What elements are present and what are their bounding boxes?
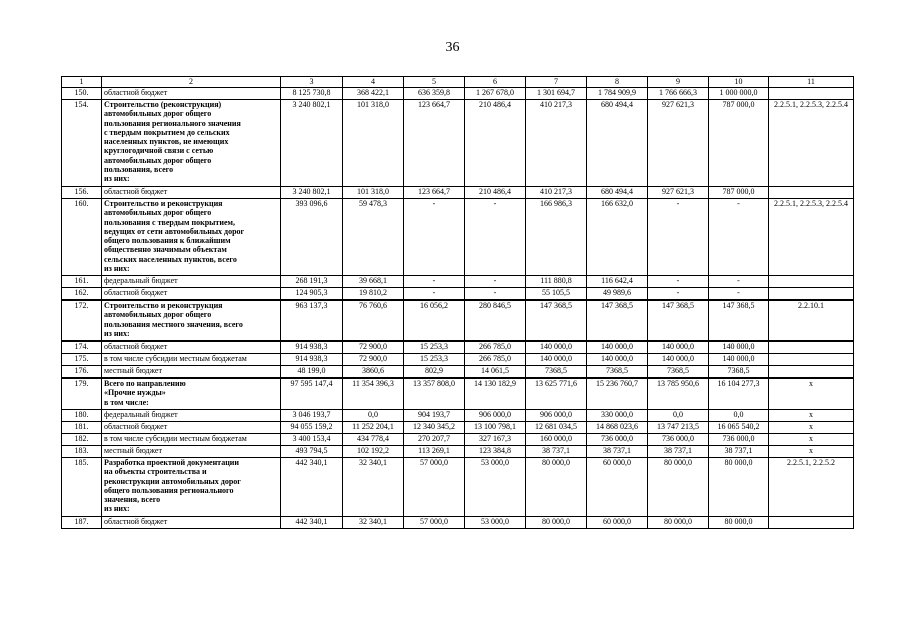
row-name — [102, 88, 281, 100]
value-cell: - — [709, 199, 769, 276]
value-cell: 802,9 — [404, 366, 465, 379]
value-cell: 60 000,0 — [587, 458, 648, 517]
value-cell: 3 240 802,1 — [281, 187, 343, 199]
row-name-line: пользования, всего — [104, 165, 174, 175]
row-number: 187. — [62, 517, 102, 529]
header-cell: 11 — [769, 77, 854, 88]
value-cell: 410 217,3 — [526, 187, 587, 199]
value-cell: 147 368,5 — [709, 300, 769, 341]
value-cell: 19 810,2 — [343, 288, 404, 301]
row-number: 185. — [62, 458, 102, 517]
value-cell: 147 368,5 — [648, 300, 709, 341]
value-cell: 1 267 678,0 — [465, 88, 526, 100]
value-cell: 12 681 034,5 — [526, 422, 587, 434]
row-name-line: областной бюджет — [104, 288, 168, 297]
value-cell: 53 000,0 — [465, 517, 526, 529]
table-row — [62, 341, 854, 354]
row-name-line: областной бюджет — [104, 342, 168, 351]
value-cell: 140 000,0 — [709, 354, 769, 366]
row-name-line: федеральный бюджет — [104, 410, 178, 419]
value-cell: 914 938,3 — [281, 341, 343, 354]
table-row — [62, 187, 854, 199]
row-number: 183. — [62, 446, 102, 458]
value-cell: 124 905,3 — [281, 288, 343, 301]
value-cell: 906 000,0 — [526, 410, 587, 422]
code-cell — [769, 88, 854, 100]
table-row — [62, 378, 854, 410]
row-name-line: с твердым покрытием до сельских — [104, 127, 230, 137]
value-cell: 80 000,0 — [709, 458, 769, 517]
row-name — [102, 517, 281, 529]
value-cell: 147 368,5 — [587, 300, 648, 341]
value-cell: 927 621,3 — [648, 100, 709, 187]
program-table — [61, 76, 854, 529]
value-cell: 94 055 159,2 — [281, 422, 343, 434]
row-name — [102, 100, 281, 187]
value-cell: - — [709, 276, 769, 288]
header-cell: 6 — [465, 77, 526, 88]
value-cell: 57 000,0 — [404, 517, 465, 529]
row-name-line: «Прочие нужды» — [104, 388, 166, 398]
row-name-line: из них: — [104, 328, 130, 338]
table-row — [62, 517, 854, 529]
header-cell: 10 — [709, 77, 769, 88]
value-cell: 15 253,3 — [404, 341, 465, 354]
value-cell: 13 785 950,6 — [648, 378, 709, 410]
value-cell: 736 000,0 — [587, 434, 648, 446]
value-cell: 101 318,0 — [343, 187, 404, 199]
value-cell: 330 000,0 — [587, 410, 648, 422]
row-name — [102, 187, 281, 199]
row-name-line: автомобильных дорог общего — [104, 155, 212, 165]
value-cell: 680 494,4 — [587, 187, 648, 199]
value-cell: 787 000,0 — [709, 100, 769, 187]
row-name-line: в том числе субсидии местным бюджетам — [104, 354, 247, 363]
value-cell: 123 664,7 — [404, 100, 465, 187]
value-cell: 11 252 204,1 — [343, 422, 404, 434]
value-cell: 140 000,0 — [648, 354, 709, 366]
row-name-line: федеральный бюджет — [104, 276, 178, 285]
code-cell — [769, 341, 854, 354]
value-cell: 38 737,1 — [526, 446, 587, 458]
row-number: 150. — [62, 88, 102, 100]
row-number: 156. — [62, 187, 102, 199]
header-cell: 5 — [404, 77, 465, 88]
value-cell: 3 240 802,1 — [281, 100, 343, 187]
value-cell: 166 986,3 — [526, 199, 587, 276]
value-cell: 102 192,2 — [343, 446, 404, 458]
row-name-line: на объекты строительства и — [104, 467, 207, 477]
header-cell: 2 — [102, 77, 281, 88]
table-row — [62, 276, 854, 288]
value-cell: 266 785,0 — [465, 354, 526, 366]
row-name — [102, 422, 281, 434]
value-cell: 736 000,0 — [648, 434, 709, 446]
value-cell: 147 368,5 — [526, 300, 587, 341]
value-cell: 32 340,1 — [343, 458, 404, 517]
value-cell: 80 000,0 — [648, 458, 709, 517]
row-name — [102, 288, 281, 301]
row-name-line: Строительство (реконструкция) — [104, 100, 222, 109]
row-name-line: в том числе субсидии местным бюджетам — [104, 434, 247, 443]
table-row — [62, 458, 854, 517]
row-name-line: пользования с твердым покрытием, — [104, 217, 235, 227]
row-number: 176. — [62, 366, 102, 379]
code-cell — [769, 366, 854, 379]
table-row — [62, 88, 854, 100]
value-cell: 15 236 760,7 — [587, 378, 648, 410]
row-name — [102, 366, 281, 379]
table-body — [62, 88, 854, 529]
row-number: 154. — [62, 100, 102, 187]
row-name-line: Строительство и реконструкция — [104, 301, 223, 310]
value-cell: 140 000,0 — [709, 341, 769, 354]
row-name-line: местный бюджет — [104, 446, 162, 455]
value-cell: 113 269,1 — [404, 446, 465, 458]
value-cell: 38 737,1 — [648, 446, 709, 458]
value-cell: 636 359,8 — [404, 88, 465, 100]
row-name-line: населенных пунктов, не имеющих — [104, 137, 229, 147]
row-name-line: из них: — [104, 174, 130, 184]
value-cell: 14 868 023,6 — [587, 422, 648, 434]
table-row — [62, 354, 854, 366]
value-cell: 160 000,0 — [526, 434, 587, 446]
value-cell: 327 167,3 — [465, 434, 526, 446]
value-cell: 0,0 — [709, 410, 769, 422]
row-name — [102, 199, 281, 276]
code-cell: x — [769, 434, 854, 446]
value-cell: 57 000,0 — [404, 458, 465, 517]
row-name — [102, 354, 281, 366]
row-number: 182. — [62, 434, 102, 446]
table-row — [62, 300, 854, 341]
value-cell: - — [465, 288, 526, 301]
value-cell: 280 846,5 — [465, 300, 526, 341]
value-cell: 39 668,1 — [343, 276, 404, 288]
value-cell: 140 000,0 — [526, 341, 587, 354]
row-name-line: пользования регионального значения — [104, 118, 241, 128]
value-cell: 7368,5 — [587, 366, 648, 379]
row-name-line: автомобильных дорог общего — [104, 109, 212, 119]
code-cell — [769, 517, 854, 529]
row-name — [102, 458, 281, 517]
row-name-line: ведущих от сети автомобильных дорог — [104, 226, 245, 236]
row-number: 174. — [62, 341, 102, 354]
value-cell: 97 595 147,4 — [281, 378, 343, 410]
value-cell: 140 000,0 — [526, 354, 587, 366]
value-cell: - — [465, 199, 526, 276]
value-cell: 140 000,0 — [587, 354, 648, 366]
row-name-line: значения, всего — [104, 495, 161, 505]
value-cell: - — [404, 199, 465, 276]
value-cell: 787 000,0 — [709, 187, 769, 199]
value-cell: - — [404, 276, 465, 288]
value-cell: 60 000,0 — [587, 517, 648, 529]
row-name-line: общего пользования регионального — [104, 485, 234, 495]
value-cell: 13 100 798,1 — [465, 422, 526, 434]
row-name-line: Строительство и реконструкция — [104, 199, 223, 208]
value-cell: 1 784 909,9 — [587, 88, 648, 100]
table-row — [62, 366, 854, 379]
row-name-line: в том числе: — [104, 397, 149, 407]
value-cell: 12 340 345,2 — [404, 422, 465, 434]
value-cell: 53 000,0 — [465, 458, 526, 517]
value-cell: - — [648, 199, 709, 276]
row-number: 162. — [62, 288, 102, 301]
row-number: 160. — [62, 199, 102, 276]
value-cell: 16 056,2 — [404, 300, 465, 341]
value-cell: 38 737,1 — [709, 446, 769, 458]
row-name — [102, 434, 281, 446]
header-cell: 9 — [648, 77, 709, 88]
code-cell: x — [769, 446, 854, 458]
table-row — [62, 100, 854, 187]
row-name-line: Всего по направлению — [104, 379, 186, 388]
table-row — [62, 199, 854, 276]
value-cell: 268 191,3 — [281, 276, 343, 288]
value-cell: 14 061,5 — [465, 366, 526, 379]
value-cell: 7368,5 — [709, 366, 769, 379]
value-cell: 963 137,3 — [281, 300, 343, 341]
value-cell: 15 253,3 — [404, 354, 465, 366]
value-cell: - — [709, 288, 769, 301]
row-name-line: общего пользования к ближайшим — [104, 236, 231, 246]
value-cell: 493 794,5 — [281, 446, 343, 458]
value-cell: 16 104 277,3 — [709, 378, 769, 410]
table-row — [62, 434, 854, 446]
value-cell: 59 478,3 — [343, 199, 404, 276]
value-cell: 270 207,7 — [404, 434, 465, 446]
value-cell: 80 000,0 — [648, 517, 709, 529]
code-cell: 2.2.10.1 — [769, 300, 854, 341]
value-cell: 13 625 771,6 — [526, 378, 587, 410]
value-cell: 914 938,3 — [281, 354, 343, 366]
code-cell — [769, 354, 854, 366]
value-cell: 410 217,3 — [526, 100, 587, 187]
value-cell: 0,0 — [343, 410, 404, 422]
value-cell: 7368,5 — [526, 366, 587, 379]
value-cell: 210 486,4 — [465, 100, 526, 187]
value-cell: 14 130 182,9 — [465, 378, 526, 410]
row-name-line: автомобильных дорог общего — [104, 208, 212, 218]
value-cell: 3 400 153,4 — [281, 434, 343, 446]
header-cell: 8 — [587, 77, 648, 88]
value-cell: 442 340,1 — [281, 517, 343, 529]
row-name-line: круглогодичной связи с сетью — [104, 146, 214, 156]
value-cell: 904 193,7 — [404, 410, 465, 422]
row-name — [102, 276, 281, 288]
value-cell: 1 000 000,0 — [709, 88, 769, 100]
table-row — [62, 288, 854, 301]
row-number: 172. — [62, 300, 102, 341]
code-cell: 2.2.5.1, 2.2.5.3, 2.2.5.4 — [769, 100, 854, 187]
row-name-line: пользования местного значения, всего — [104, 319, 243, 329]
code-cell — [769, 187, 854, 199]
value-cell: 55 105,5 — [526, 288, 587, 301]
value-cell: 368 422,1 — [343, 88, 404, 100]
row-name — [102, 446, 281, 458]
header-cell: 1 — [62, 77, 102, 88]
row-number: 161. — [62, 276, 102, 288]
value-cell: 101 318,0 — [343, 100, 404, 187]
row-name-line: автомобильных дорог общего — [104, 310, 212, 320]
row-name-line: местный бюджет — [104, 366, 162, 375]
value-cell: 7368,5 — [648, 366, 709, 379]
value-cell: 38 737,1 — [587, 446, 648, 458]
value-cell: 736 000,0 — [709, 434, 769, 446]
header-cell: 7 — [526, 77, 587, 88]
value-cell: 80 000,0 — [526, 458, 587, 517]
value-cell: 80 000,0 — [709, 517, 769, 529]
value-cell: 80 000,0 — [526, 517, 587, 529]
value-cell: 442 340,1 — [281, 458, 343, 517]
value-cell: 3 046 193,7 — [281, 410, 343, 422]
row-name-line: из них: — [104, 504, 130, 514]
row-name — [102, 341, 281, 354]
row-name-line: Разработка проектной документации — [104, 458, 240, 467]
value-cell: 166 632,0 — [587, 199, 648, 276]
code-cell: x — [769, 378, 854, 410]
value-cell: 140 000,0 — [587, 341, 648, 354]
code-cell — [769, 276, 854, 288]
value-cell: 680 494,4 — [587, 100, 648, 187]
table-row — [62, 410, 854, 422]
value-cell: 111 880,8 — [526, 276, 587, 288]
value-cell: - — [404, 288, 465, 301]
row-name-line: сельских населенных пунктов, всего — [104, 254, 237, 264]
row-name-line: общественно значимым объектам — [104, 245, 227, 255]
value-cell: 49 989,6 — [587, 288, 648, 301]
value-cell: 927 621,3 — [648, 187, 709, 199]
value-cell: 393 096,6 — [281, 199, 343, 276]
row-name — [102, 410, 281, 422]
value-cell: - — [648, 288, 709, 301]
value-cell: 140 000,0 — [648, 341, 709, 354]
table-header — [62, 77, 854, 88]
row-name-line: областной бюджет — [104, 422, 168, 431]
value-cell: 266 785,0 — [465, 341, 526, 354]
value-cell: 116 642,4 — [587, 276, 648, 288]
value-cell: 210 486,4 — [465, 187, 526, 199]
code-cell: 2.2.5.1, 2.2.5.2 — [769, 458, 854, 517]
value-cell: - — [465, 276, 526, 288]
row-number: 181. — [62, 422, 102, 434]
value-cell: 72 900,0 — [343, 341, 404, 354]
value-cell: - — [648, 276, 709, 288]
value-cell: 3860,6 — [343, 366, 404, 379]
row-name — [102, 300, 281, 341]
page-number: 36 — [445, 40, 460, 55]
value-cell: 1 301 694,7 — [526, 88, 587, 100]
value-cell: 72 900,0 — [343, 354, 404, 366]
row-name-line: областной бюджет — [104, 517, 168, 526]
code-cell: 2.2.5.1, 2.2.5.3, 2.2.5.4 — [769, 199, 854, 276]
code-cell — [769, 288, 854, 301]
row-name — [102, 378, 281, 410]
value-cell: 906 000,0 — [465, 410, 526, 422]
value-cell: 16 065 540,2 — [709, 422, 769, 434]
row-number: 175. — [62, 354, 102, 366]
row-name-line: областной бюджет — [104, 88, 168, 97]
row-number: 180. — [62, 410, 102, 422]
value-cell: 1 766 666,3 — [648, 88, 709, 100]
value-cell: 0,0 — [648, 410, 709, 422]
value-cell: 13 357 808,0 — [404, 378, 465, 410]
row-name-line: областной бюджет — [104, 187, 168, 196]
value-cell: 434 778,4 — [343, 434, 404, 446]
table-row — [62, 422, 854, 434]
value-cell: 123 384,8 — [465, 446, 526, 458]
code-cell: x — [769, 422, 854, 434]
row-name-line: из них: — [104, 264, 130, 274]
value-cell: 76 760,6 — [343, 300, 404, 341]
row-name-line: реконструкции автомобильных дорог — [104, 476, 241, 486]
header-cell: 3 — [281, 77, 343, 88]
code-cell: x — [769, 410, 854, 422]
value-cell: 32 340,1 — [343, 517, 404, 529]
value-cell: 8 125 730,8 — [281, 88, 343, 100]
row-number: 179. — [62, 378, 102, 410]
table-row — [62, 446, 854, 458]
header-cell: 4 — [343, 77, 404, 88]
value-cell: 13 747 213,5 — [648, 422, 709, 434]
value-cell: 123 664,7 — [404, 187, 465, 199]
value-cell: 48 199,0 — [281, 366, 343, 379]
value-cell: 11 354 396,3 — [343, 378, 404, 410]
